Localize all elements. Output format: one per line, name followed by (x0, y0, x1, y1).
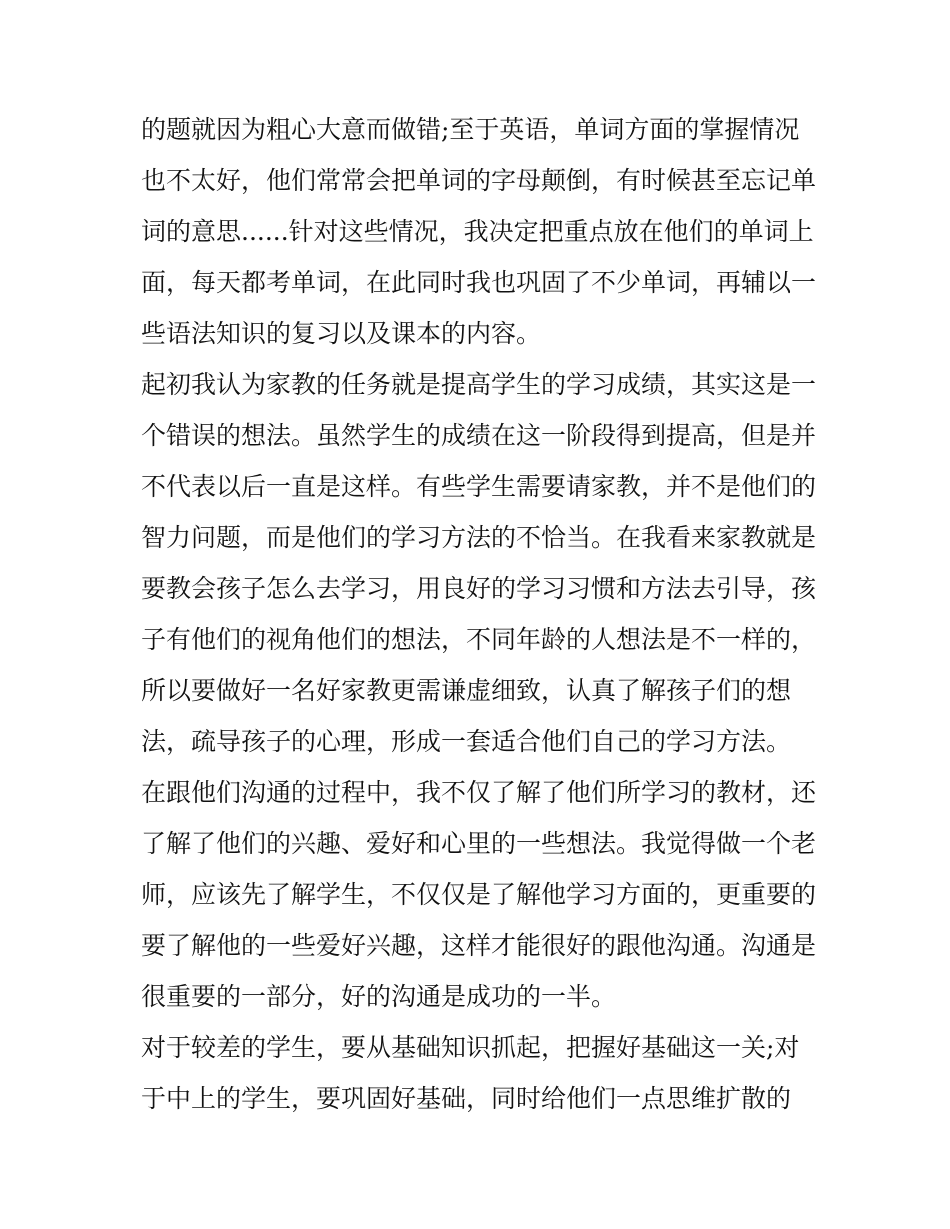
text-line: 起初我认为家教的任务就是提高学生的学习成绩，其实这是一 (141, 370, 817, 399)
text-line: 不代表以后一直是这样。有些学生需要请家教，并不是他们的 (141, 472, 817, 501)
text-line: 在跟他们沟通的过程中，我不仅了解了他们所学习的教材，还 (141, 778, 817, 807)
text-line: 智力问题，而是他们的学习方法的不恰当。在我看来家教就是 (141, 523, 817, 552)
document-body (141, 104, 831, 1124)
text-line: 很重要的一部分，好的沟通是成功的一半。 (141, 982, 617, 1011)
text-line: 对于较差的学生，要从基础知识抓起，把握好基础这一关;对 (141, 1033, 800, 1062)
text-line: 师，应该先了解学生，不仅仅是了解他学习方面的，更重要的 (141, 880, 817, 909)
text-line: 于中上的学生，要巩固好基础，同时给他们一点思维扩散的 (141, 1084, 792, 1113)
text-line: 面，每天都考单词，在此同时我也巩固了不少单词，再辅以一 (141, 268, 817, 297)
text-line: 也不太好，他们常常会把单词的字母颠倒，有时候甚至忘记单 (141, 166, 817, 195)
text-line: 要教会孩子怎么去学习，用良好的学习习惯和方法去引导，孩 (141, 574, 817, 603)
text-line: 所以要做好一名好家教更需谦虚细致，认真了解孩子们的想 (141, 676, 792, 705)
text-line: 了解了他们的兴趣、爱好和心里的一些想法。我觉得做一个老 (141, 829, 817, 858)
text-line: 子有他们的视角他们的想法，不同年龄的人想法是不一样的， (141, 625, 817, 654)
text-line: 法，疏导孩子的心理，形成一套适合他们自己的学习方法。 (141, 727, 792, 756)
text-line: 词的意思......针对这些情况，我决定把重点放在他们的单词上 (141, 217, 814, 246)
text-line: 个错误的想法。虽然学生的成绩在这一阶段得到提高，但是并 (141, 421, 817, 450)
text-line: 的题就因为粗心大意而做错;至于英语，单词方面的掌握情况 (141, 115, 800, 144)
text-line: 些语法知识的复习以及课本的内容。 (141, 319, 542, 348)
text-line: 要了解他的一些爱好兴趣，这样才能很好的跟他沟通。沟通是 (141, 931, 817, 960)
